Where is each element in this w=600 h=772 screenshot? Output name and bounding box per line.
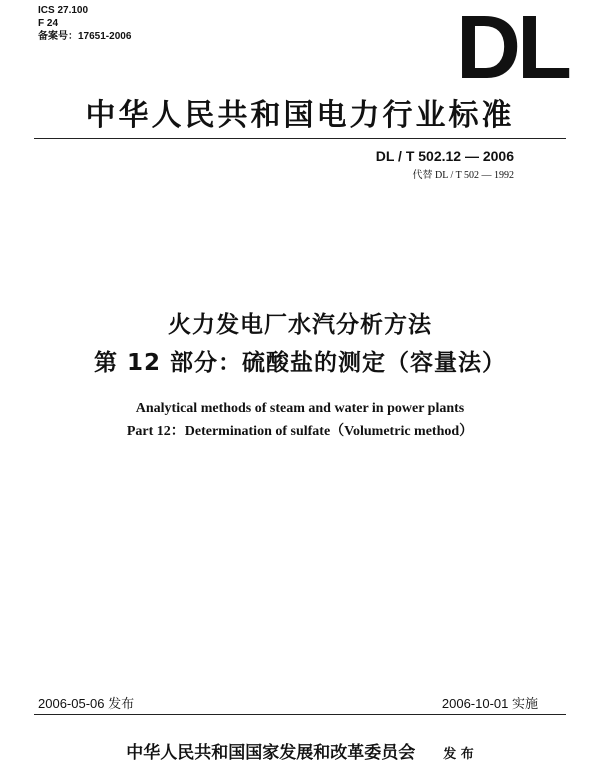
dl-logo-text: DL [456,4,571,84]
english-title-line-1: Analytical methods of steam and water in power plants [135,401,465,416]
replaces-standard: 代替 DL / T 502 — 1992 [412,170,514,181]
chinese-title-line-1: 火力发电厂水汽分析方法 [168,312,432,338]
issuer-action: 发 布 [443,747,474,762]
ics-code: ICS 27.100 [38,5,89,16]
chinese-title-line-2: 第 12 部分：硫酸盐的测定（容量法） [93,350,507,376]
english-title-line-2: Part 12：Determination of sulfate（Volumetric method） [126,424,474,439]
issuer-name: 中华人民共和国国家发展和改革委员会 [126,743,416,763]
effective-date: 2006-10-01 实施 [441,696,538,711]
publish-date: 2006-05-06 发布 [38,696,135,711]
standard-number: DL / T 502.12 — 2006 [375,148,514,164]
standard-number-block [376,148,514,181]
record-number: 备案号：17651-2006 [38,31,132,42]
classification-codes [38,4,131,43]
dl-logo [452,4,572,84]
authority-heading: 中华人民共和国电力行业标准 [85,98,515,133]
footer-rule [34,714,566,715]
issuer [0,738,600,763]
header-rule [34,138,566,139]
category-code: F 24 [38,18,59,29]
